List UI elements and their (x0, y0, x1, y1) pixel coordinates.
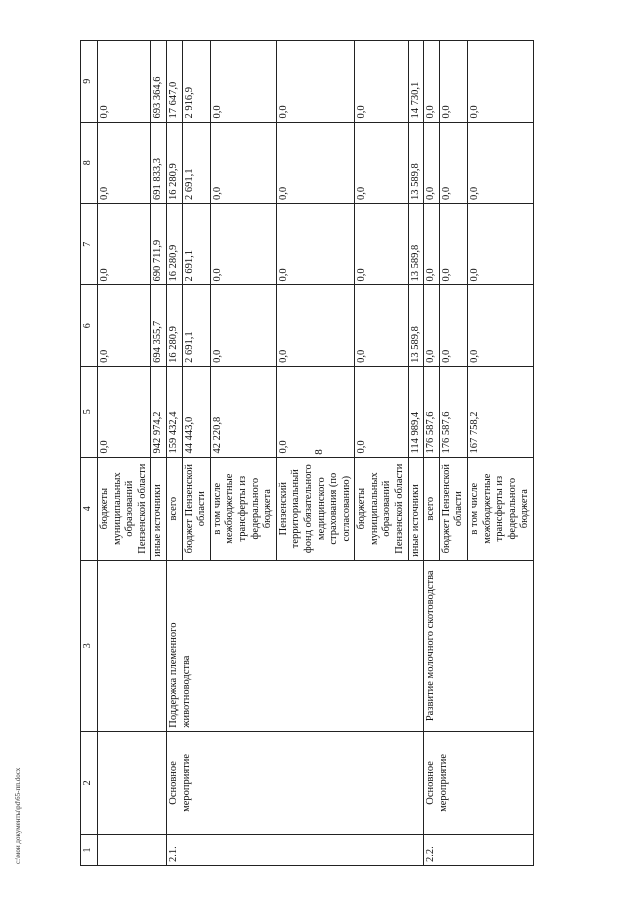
cell-value: 16 280,9 (166, 122, 182, 203)
cell-source: бюджет Пензенской области (182, 457, 210, 560)
cell-type: Основное мероприятие (166, 731, 423, 834)
cell-source: бюджеты муниципальных образований Пензенской области (355, 457, 408, 560)
page-number: 8 (312, 449, 325, 455)
cell-value: 16 280,9 (166, 204, 182, 285)
header-row (81, 41, 98, 866)
column-header: 6 (81, 285, 98, 366)
cell-value: 2 691,1 (182, 122, 210, 203)
table-row (98, 41, 151, 866)
cell-name: Поддержка племенного животноводства (166, 560, 423, 731)
cell-value: 176 587,6 (424, 366, 440, 457)
cell-value: 0,0 (468, 285, 534, 366)
cell-value: 0,0 (424, 41, 440, 123)
cell-value: 0,0 (468, 41, 534, 123)
cell-source: всего (424, 457, 440, 560)
cell-value: 16 280,9 (166, 285, 182, 366)
cell-number: 2.1. (166, 835, 423, 866)
cell-value: 694 355,7 (151, 285, 167, 366)
column-header: 5 (81, 366, 98, 457)
cell-source: иные источники (151, 457, 167, 560)
cell-value: 2 691,1 (182, 204, 210, 285)
cell-value: 942 974,2 (151, 366, 167, 457)
budget-table-rotated (80, 40, 584, 866)
cell-value: 0,0 (98, 41, 151, 123)
cell-value: 0,0 (210, 122, 276, 203)
cell-value: 0,0 (355, 204, 408, 285)
cell-value: 114 989,4 (408, 366, 424, 457)
cell-value: 2 691,1 (182, 285, 210, 366)
cell-value: 690 711,9 (151, 204, 167, 285)
cell-value: 13 589,8 (408, 285, 424, 366)
cell-value: 44 443,0 (182, 366, 210, 457)
cell-source: иные источники (408, 457, 424, 560)
cell-value: 0,0 (439, 41, 467, 123)
cell-value: 13 589,8 (408, 122, 424, 203)
column-header: 2 (81, 731, 98, 834)
column-header: 8 (81, 122, 98, 203)
cell-value: 0,0 (439, 285, 467, 366)
cell-value: 0,0 (276, 366, 355, 457)
column-header: 1 (81, 835, 98, 866)
cell-value: 693 364,6 (151, 41, 167, 123)
cell-number: 2.2. (424, 835, 534, 866)
cell-source: Пензенский территориальный фонд обязательного медицинского страхования (по согласованию) (276, 457, 355, 560)
cell-value: 42 220,8 (210, 366, 276, 457)
cell-value: 176 587,6 (439, 366, 467, 457)
cell-value: 0,0 (98, 122, 151, 203)
cell-value: 0,0 (210, 204, 276, 285)
column-header: 7 (81, 204, 98, 285)
cell-value: 0,0 (98, 204, 151, 285)
cell-value: 17 647,0 (166, 41, 182, 123)
cell-type (98, 731, 167, 834)
table-row (166, 41, 182, 866)
cell-value: 0,0 (210, 41, 276, 123)
cell-value: 0,0 (210, 285, 276, 366)
cell-value: 0,0 (276, 122, 355, 203)
cell-value: 0,0 (439, 122, 467, 203)
cell-value: 0,0 (468, 204, 534, 285)
column-header: 3 (81, 560, 98, 731)
cell-number (98, 835, 167, 866)
cell-value: 691 833,3 (151, 122, 167, 203)
cell-value: 0,0 (439, 204, 467, 285)
cell-source: в том числе межбюджетные трансферты из федерального бюджета (210, 457, 276, 560)
table-row (424, 41, 440, 866)
cell-value: 0,0 (355, 122, 408, 203)
cell-value: 0,0 (98, 285, 151, 366)
cell-value: 0,0 (424, 285, 440, 366)
cell-value: 0,0 (424, 204, 440, 285)
cell-source: в том числе межбюджетные трансферты из федерального бюджета (468, 457, 534, 560)
cell-value: 0,0 (276, 41, 355, 123)
cell-value: 0,0 (98, 366, 151, 457)
cell-value: 0,0 (468, 122, 534, 203)
column-header: 4 (81, 457, 98, 560)
cell-value: 0,0 (276, 285, 355, 366)
cell-source: бюджет Пензенской области (439, 457, 467, 560)
cell-value: 159 432,4 (166, 366, 182, 457)
file-path: c:\мои документы\pd\65-пп.docx (14, 767, 22, 864)
cell-value: 14 730,1 (408, 41, 424, 123)
cell-value: 0,0 (355, 41, 408, 123)
cell-value: 0,0 (276, 204, 355, 285)
cell-value: 13 589,8 (408, 204, 424, 285)
column-header: 9 (81, 41, 98, 123)
cell-value: 2 916,9 (182, 41, 210, 123)
cell-value: 0,0 (355, 285, 408, 366)
cell-name (98, 560, 167, 731)
budget-table (80, 40, 534, 866)
cell-value: 0,0 (355, 366, 408, 457)
cell-type: Основное мероприятие (424, 731, 534, 834)
cell-source: всего (166, 457, 182, 560)
cell-value: 0,0 (424, 122, 440, 203)
cell-value: 167 758,2 (468, 366, 534, 457)
cell-source: бюджеты муниципальных образований Пензенской области (98, 457, 151, 560)
cell-name: Развитие молочного скотоводства (424, 560, 534, 731)
